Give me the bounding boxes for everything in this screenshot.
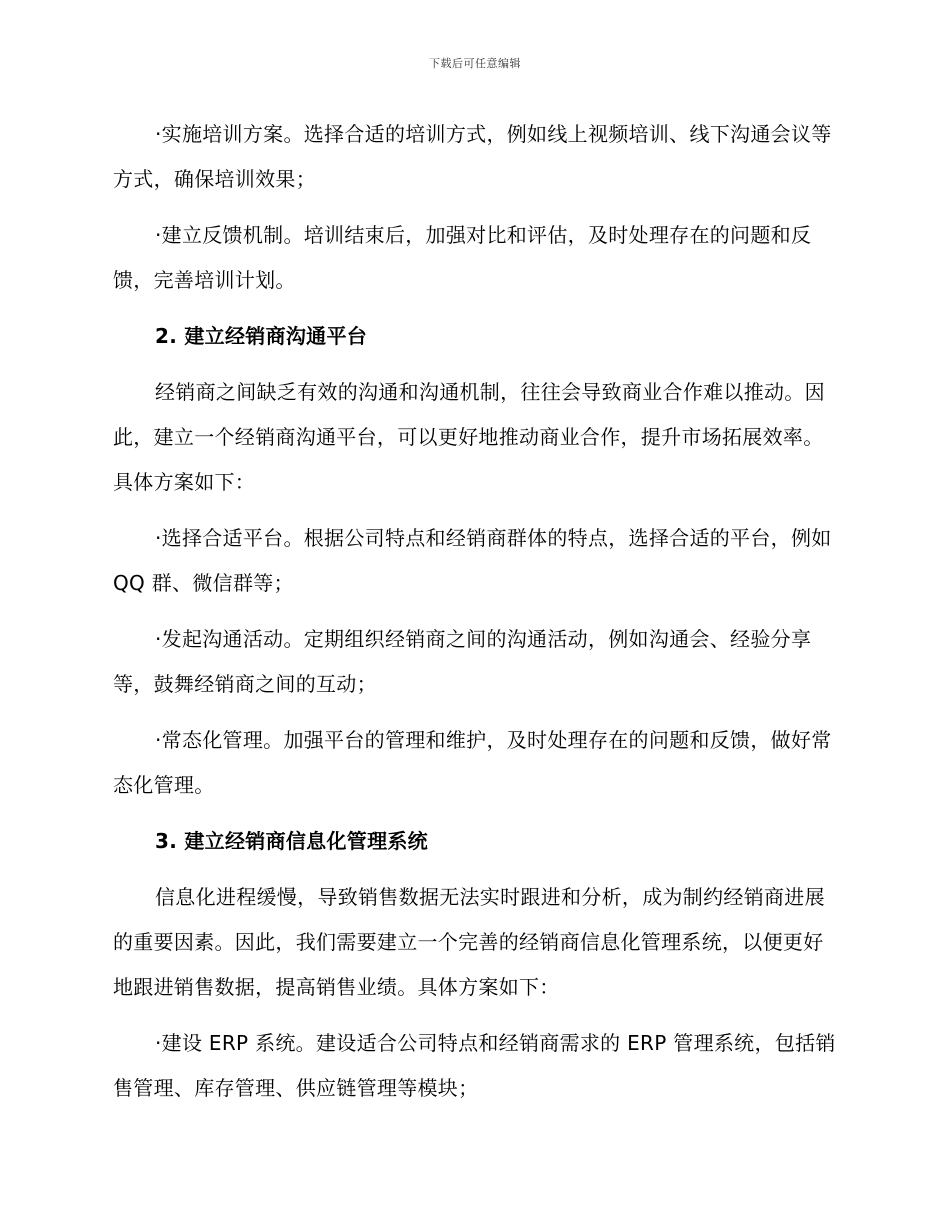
section-heading-2: 2. 建立经销商沟通平台 (155, 324, 368, 348)
bullet-regular-management: ·常态化管理。加强平台的管理和维护，及时处理存在的问题和反馈，做好常态化管理。 (113, 728, 832, 797)
bullet-erp-system: ·建设 ERP 系统。建设适合公司特点和经销商需求的 ERP 管理系统，包括销售管理、库存管理、供应链管理等模块； (113, 1031, 836, 1100)
bullet-communication-activities: ·发起沟通活动。定期组织经销商之间的沟通活动，例如沟通会、经验分享等，鼓舞经销商之间的互动； (113, 627, 812, 696)
section-heading-3: 3. 建立经销商信息化管理系统 (155, 829, 428, 853)
paragraph-communication-platform: 经销商之间缺乏有效的沟通和沟通机制，往往会导致商业合作难以推动。因此，建立一个经销商沟通平台，可以更好地推动商业合作，提升市场拓展效率。具体方案如下： (113, 380, 825, 494)
bullet-training-implementation: ·实施培训方案。选择合适的培训方式，例如线上视频培训、线下沟通会议等方式，确保培训效果； (113, 122, 832, 191)
header-note: 下载后可任意编辑 (429, 57, 521, 70)
bullet-feedback-mechanism: ·建立反馈机制。培训结束后，加强对比和评估，及时处理存在的问题和反馈，完善培训计划。 (113, 223, 812, 292)
paragraph-information-system: 信息化进程缓慢，导致销售数据无法实时跟进和分析，成为制约经销商进展的重要因素。因此，我们需要建立一个完善的经销商信息化管理系统，以便更好地跟进销售数据，提高销售业绩。具体方案如下： (113, 885, 825, 999)
document-body (113, 112, 837, 1122)
bullet-choose-platform: ·选择合适平台。根据公司特点和经销商群体的特点，选择合适的平台，例如 QQ 群、微信群等； (113, 526, 832, 595)
